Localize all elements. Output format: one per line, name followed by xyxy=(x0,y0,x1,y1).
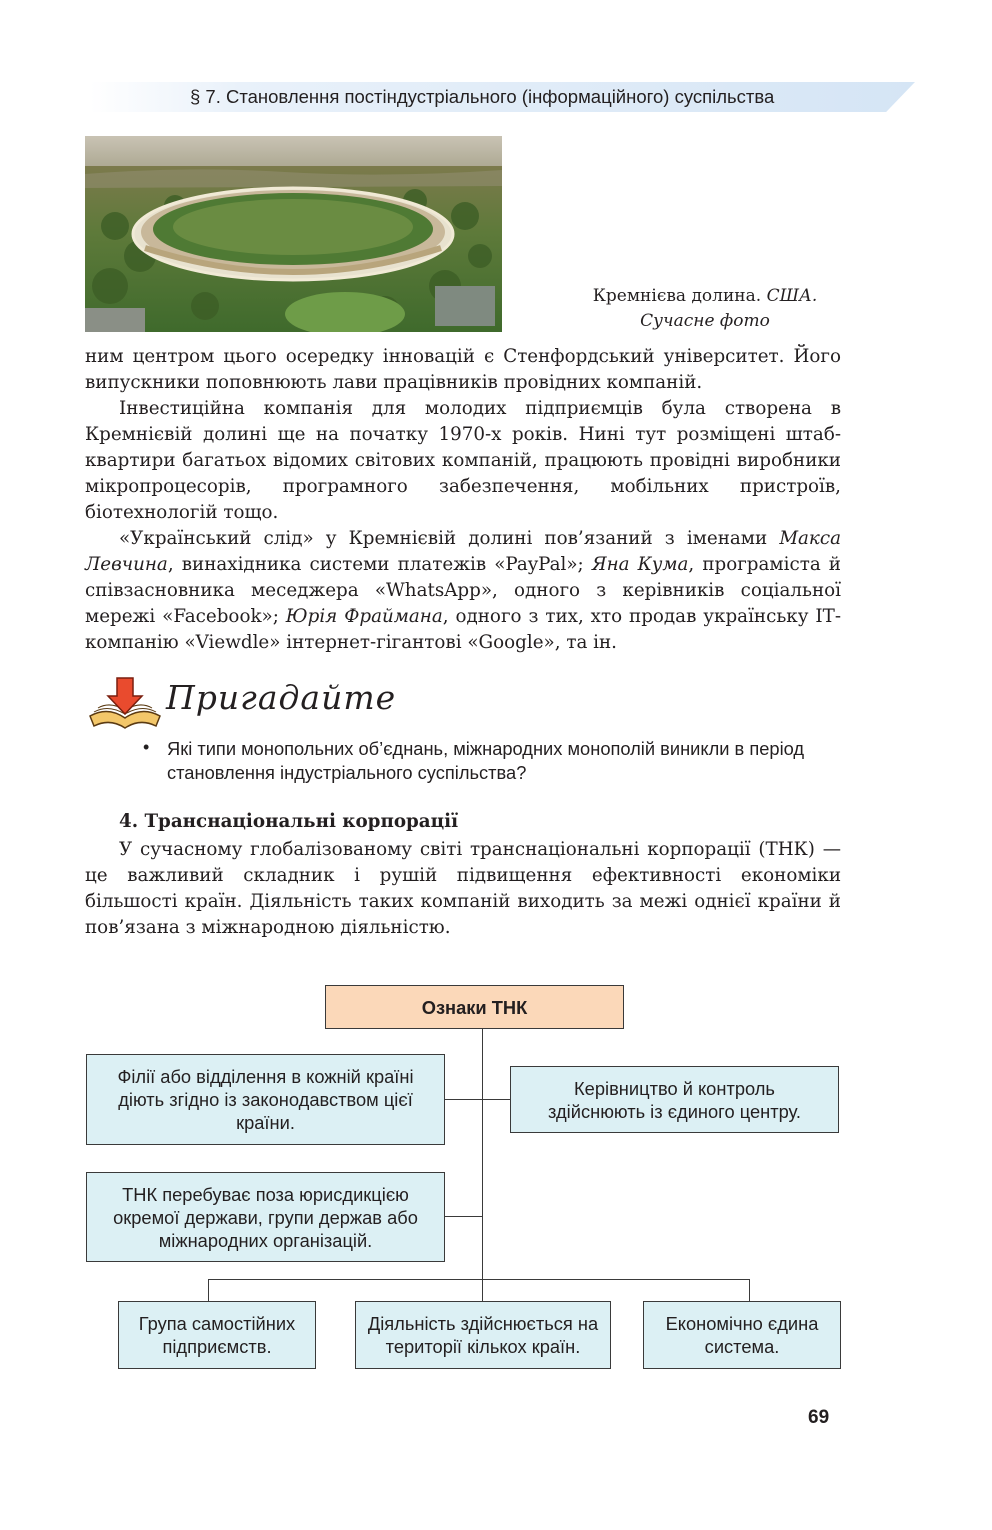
paragraph-3-part-d: , одного з тих, хто продав українську ІТ-компанію «Viewdle» інтернет-гігантові «Google», та ін. xyxy=(85,606,842,653)
diagram-box-jurisdiction: ТНК перебуває поза юрисдикцією окремої держави, групи держав або міжнародних організацій. xyxy=(86,1172,445,1262)
diagram-box-unified-system: Економічно єдина система. xyxy=(643,1301,841,1369)
diagram-box-independent-enterprises: Група самостійних підприємств. xyxy=(118,1301,316,1369)
person-name-koum: Яна Кума xyxy=(591,554,689,575)
remember-question: Які типи монопольних об’єднань, міжнародних монополій виникли в період становлення індустріального суспільства? xyxy=(167,738,805,783)
paragraph-1: ним центром цього осередку інновацій є Стенфордський університет. Його випускники поповнюють лави працівників провідних компаній. xyxy=(85,346,841,393)
diagram-title-box: Ознаки ТНК xyxy=(325,985,624,1029)
paragraph-2: Інвестиційна компанія для молодих підприємців була створена в Кремнієвій долині ще на початку 1970-х років. Нині тут розміщені штаб-квартири багатьох відомих світових компаній, працюють провідні виробники мікропроцесорів, програмного забезпечення, мобільних пристроїв, біотехнологій тощо. xyxy=(85,398,841,523)
caption-place: Кремнієва долина. xyxy=(592,286,762,306)
section-paragraph: У сучасному глобалізованому світі транснаціональні корпорації (ТНК) — це важливий складник і рушій підвищення ефективності економіки більшості країн. Діяльність таких компаній виходить за межі однієї країни й пов’язана з міжнародною діяльністю. xyxy=(85,839,841,938)
diagram-bottom-bus xyxy=(208,1279,750,1280)
diagram-drop-2 xyxy=(482,1279,483,1301)
paragraph-3-part-a: «Український слід» у Кремнієвій долині пов’язаний з іменами xyxy=(119,528,780,549)
diagram-trunk-line xyxy=(482,1029,483,1280)
photo-caption xyxy=(540,284,870,334)
paragraph-3-part-b: , винахідника системи платежів «PayPal»; xyxy=(167,554,592,575)
bullet-icon: • xyxy=(143,737,150,757)
silicon-valley-photo xyxy=(85,136,502,332)
person-name-levchin: Макса Левчина xyxy=(85,528,841,575)
diagram-drop-1 xyxy=(208,1279,209,1301)
diagram-drop-3 xyxy=(749,1279,750,1301)
diagram-box-central-control: Керівництво й контроль здійснюють із єдиного центру. xyxy=(510,1066,839,1133)
diagram-connector-row-1 xyxy=(444,1099,511,1100)
section-heading: 4. Транснаціональні корпорації xyxy=(119,811,459,832)
caption-note: Сучасне фото xyxy=(640,311,770,331)
person-name-fraiman: Юрія Фраймана xyxy=(285,606,443,627)
diagram-box-branches: Філії або відділення в кожній країні діють згідно із законодавством цієї країни. xyxy=(86,1054,445,1145)
paragraph-3 xyxy=(85,526,841,656)
paragraph-3-part-c: , програміста й співзасновника меседжера «WhatsApp», одного з керівників соціальної мережі «Facebook»; xyxy=(85,554,841,627)
remember-heading: Пригадайте xyxy=(166,678,397,717)
caption-country: США. xyxy=(766,286,818,306)
diagram-connector-row-2 xyxy=(444,1216,483,1217)
open-book-arrow-icon xyxy=(86,676,164,732)
diagram-box-multiple-countries: Діяльність здійснюється на території кількох країн. xyxy=(355,1301,611,1369)
page-number: 69 xyxy=(808,1407,830,1428)
page-header-title: § 7. Становлення постіндустріального (інформаційного) суспільства xyxy=(190,86,775,107)
